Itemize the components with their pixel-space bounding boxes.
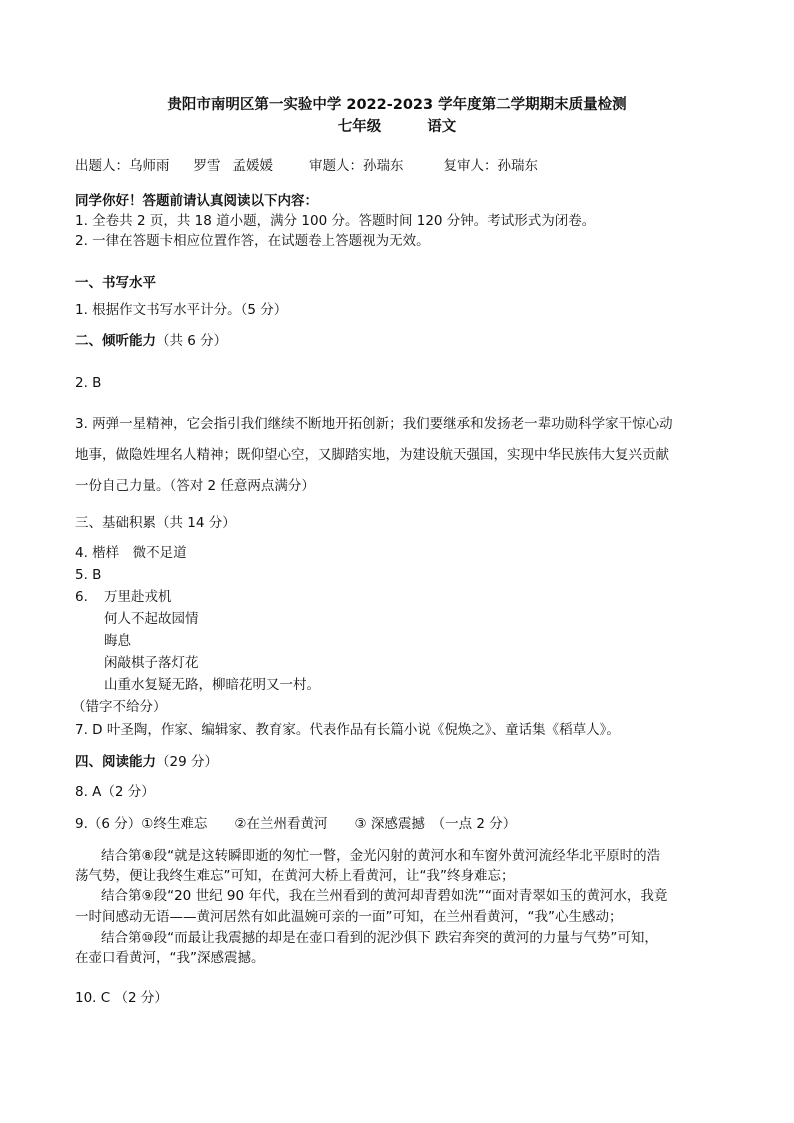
answer-line: 7. D 叶圣陶，作家、编辑家、教育家。代表作品有长篇小说《倪焕之》、童话集《稻草人》。 bbox=[75, 722, 620, 738]
poem-line: 何人不起故园情 bbox=[104, 611, 199, 627]
answer-line: 4. 楷样 微不足道 bbox=[75, 545, 187, 561]
paragraph-line: 结合第⑧段“就是这转瞬即逝的匆忙一瞥，金光闪射的黄河水和车窗外黄河流经华北平原时的浩 bbox=[101, 848, 661, 864]
answer-line: 5. B bbox=[75, 567, 102, 583]
setters-label: 出题人： bbox=[75, 158, 129, 174]
section-title-text: 二、倾听能力 bbox=[75, 333, 156, 349]
answer-line: 地事，做隐姓埋名人精神；既仰望心空，又脚踏实地，为建设航天强国，实现中华民族伟大复兴贡献 bbox=[75, 447, 669, 463]
answer-line bbox=[75, 588, 88, 606]
poem-line: 万里赴戎机 bbox=[104, 589, 172, 605]
answer-line: 10. C （2 分） bbox=[75, 990, 168, 1006]
paragraph-line: 荡气势，便让我终生难忘”可知，在黄河大桥上看黄河，让“我”终身难忘； bbox=[75, 868, 515, 884]
answer-line: 9.（6 分）①终生难忘 ②在兰州看黄河 ③ 深感震撼 （一点 2 分） bbox=[75, 816, 517, 832]
rereviewer-label: 复审人：孙瑞东 bbox=[443, 158, 538, 174]
setter-name: 孟媛媛 bbox=[232, 158, 273, 174]
notice-item: 2. 一律在答题卡相应位置作答，在试题卷上答题视为无效。 bbox=[75, 233, 430, 249]
section-points: （29 分） bbox=[156, 754, 218, 770]
poem-line: 山重水复疑无路，柳暗花明又一村。 bbox=[104, 677, 320, 693]
staff-line bbox=[75, 157, 538, 175]
section-points: （共 6 分） bbox=[156, 333, 228, 349]
subject-label: 语文 bbox=[427, 119, 457, 135]
answer-line: 一份自己力量。（答对 2 任意两点满分） bbox=[75, 478, 315, 494]
notice-item: 1. 全卷共 2 页，共 18 道小题，满分 100 分。答题时间 120 分钟。考试形式为闭卷。 bbox=[75, 213, 596, 229]
section-title: 一、书写水平 bbox=[75, 275, 156, 291]
paragraph-line: 结合第⑩段“而最让我震撼的却是在壶口看到的泥沙俱下 跌宕奔突的黄河的力量与气势”可知， bbox=[101, 930, 658, 946]
grade-subject bbox=[0, 118, 794, 136]
grade-label: 七年级 bbox=[337, 119, 382, 135]
answer-line: 8. A（2 分） bbox=[75, 784, 155, 800]
poem-line: 晦息 bbox=[104, 633, 131, 649]
answer-line: 2. B bbox=[75, 375, 102, 391]
section-title: 三、基础积累（共 14 分） bbox=[75, 515, 236, 531]
paragraph-line: 一时间感动无语——黄河居然有如此温婉可亲的一面”可知，在兰州看黄河，“我”心生感动； bbox=[75, 909, 623, 925]
section-title-text: 四、阅读能力 bbox=[75, 754, 156, 770]
paragraph-line: 在壶口看黄河，“我”深感震撼。 bbox=[75, 950, 265, 966]
exam-title: 贵阳市南明区第一实验中学 2022-2023 学年度第二学期期末质量检测 bbox=[167, 97, 627, 113]
section-title bbox=[75, 332, 227, 350]
answer-line: 3. 两弹一星精神，它会指引我们继续不断地开拓创新；我们要继承和发扬老一辈功勋科学家干惊心动 bbox=[75, 416, 673, 432]
section-title bbox=[75, 753, 218, 771]
setter-name: 乌师雨 bbox=[129, 158, 170, 174]
answer-line: 1. 根据作文书写水平计分。（5 分） bbox=[75, 302, 288, 318]
poem-line: 闲敲棋子落灯花 bbox=[104, 655, 199, 671]
grading-note: （错字不给分） bbox=[72, 699, 167, 715]
setter-name: 罗雪 bbox=[193, 158, 221, 174]
question-number: 6. bbox=[75, 589, 88, 605]
notice-heading: 同学你好！答题前请认真阅读以下内容： bbox=[75, 193, 318, 209]
reviewer-label: 审题人：孙瑞东 bbox=[309, 158, 404, 174]
paragraph-line: 结合第⑨段“20 世纪 90 年代，我在兰州看到的黄河却青碧如洗”“面对青翠如玉的黄河水，我竟 bbox=[101, 888, 668, 904]
